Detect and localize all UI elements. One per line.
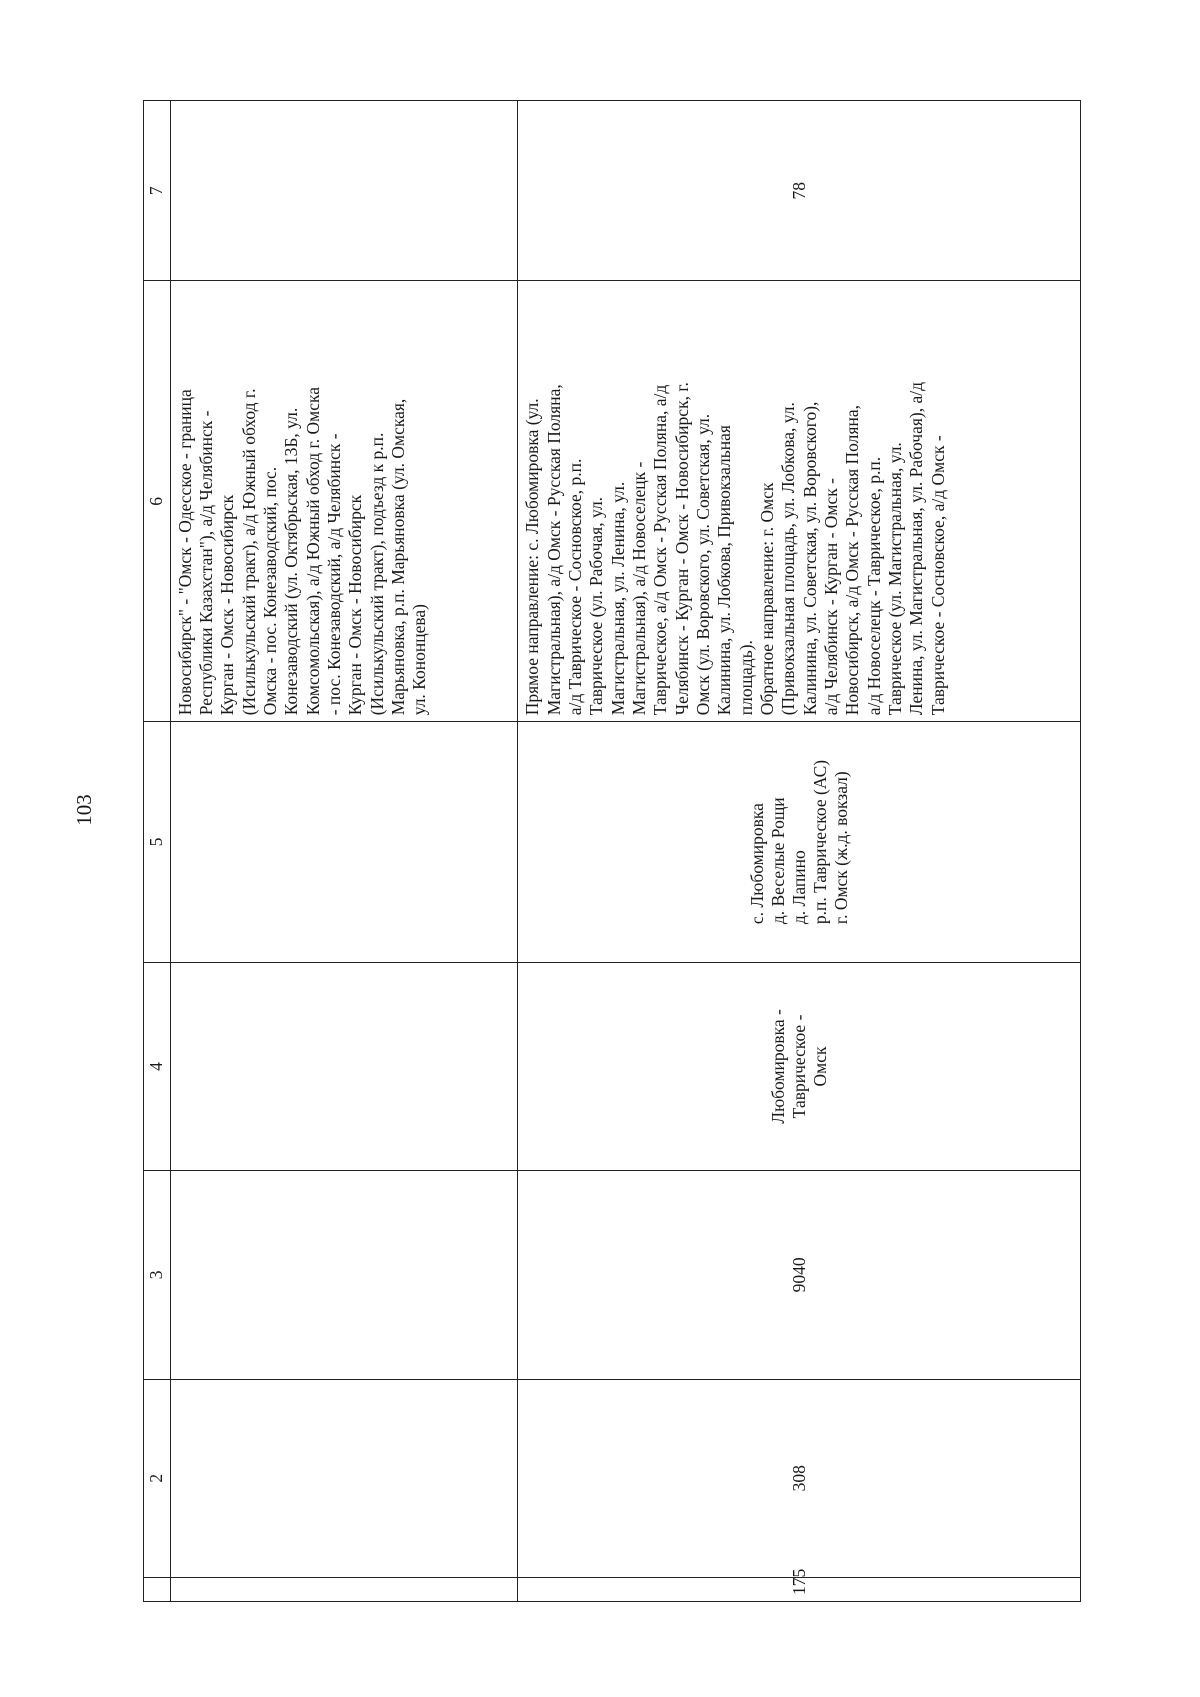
header-cell-7: 7 xyxy=(144,101,171,281)
rotated-table-container xyxy=(143,100,1081,1602)
routes-table xyxy=(143,100,1081,1602)
route-path: Прямое направление: с. Любомировка (ул. Магистральная), а/д Омск - Русская Поляна, а/д Таврическое - Сосновское, р.п. Таврическое (ул. Рабочая, ул. Магистральная, ул. Ленина, ул. Магистральная), а/д Новоселецк - Таврическое, а/д Омск - Русская Поляна, а/д Челябинск - Курган - Омск - Новосибирск, г. Омск (ул. Воровского, ул. Советская, ул. Калинина, ул. Лобкова, Привокзальная площадь). Обратное направление: г. Омск (Привокзальная площадь, ул. Лобкова, ул. Калинина, ул. Советская, ул. Воровского), а/д Челябинск - Курган - Омск - Новосибирск, а/д Омск - Русская Поляна, а/д Новоселецк - Таврическое, р.п. Таврическое (ул. Магистральная, ул. Ленина, ул. Магистральная, ул. Рабочая), а/д Таврическое - Сосновское, а/д Омск - xyxy=(522,381,948,716)
header-cell-5: 5 xyxy=(144,722,171,962)
route-length: 78 xyxy=(518,101,1081,281)
cont-cell-5 xyxy=(170,722,518,962)
table-row-175 xyxy=(518,101,1081,1602)
route-name: Любомировка - Таврическое - Омск xyxy=(518,962,1081,1170)
cont-cell-3 xyxy=(170,1171,518,1379)
header-cell-3: 3 xyxy=(144,1171,171,1379)
stops-list: с. Любомировка д. Веселые Рощи д. Лапино р.п. Таврическое (АС) г. Омск (ж.д. вокзал) xyxy=(746,759,851,925)
header-row xyxy=(144,101,171,1602)
cont-route-path-cell xyxy=(170,281,518,722)
header-cell-4: 4 xyxy=(144,962,171,1170)
cont-cell-1 xyxy=(170,1577,518,1601)
cont-cell-4 xyxy=(170,962,518,1170)
cont-cell-2 xyxy=(170,1379,518,1577)
row-number: 175 xyxy=(518,1577,1081,1601)
header-cell-2: 2 xyxy=(144,1379,171,1577)
header-cell-1 xyxy=(144,1577,171,1601)
cont-route-path: Новосибирск" - "Омск - Одесское - граница Республики Казахстан"), а/д Челябинск - Курган - Омск - Новосибирск (Исилькульский тракт), а/д Южный обход г. Омска - пос. Конезаводский, пос. Конезаводский (ул. Октябрьская, 13Б, ул. Комсомольская), а/д Южный обход г. Омска - пос. Конезаводский, а/д Челябинск - Курган - Омск - Новосибирск (Исилькульский тракт), подъезд к р.п. Марьяновка, р.п. Марьяновка (ул. Омская, ул. Кононцева) xyxy=(174,387,430,716)
header-cell-6: 6 xyxy=(144,281,171,722)
table-row-continuation xyxy=(170,101,518,1602)
cont-cell-7 xyxy=(170,101,518,281)
route-path-cell xyxy=(518,281,1081,722)
stops-cell xyxy=(518,722,1081,962)
page-number: 103 xyxy=(72,794,96,826)
route-number: 308 xyxy=(518,1379,1081,1577)
registry-number: 9040 xyxy=(518,1171,1081,1379)
